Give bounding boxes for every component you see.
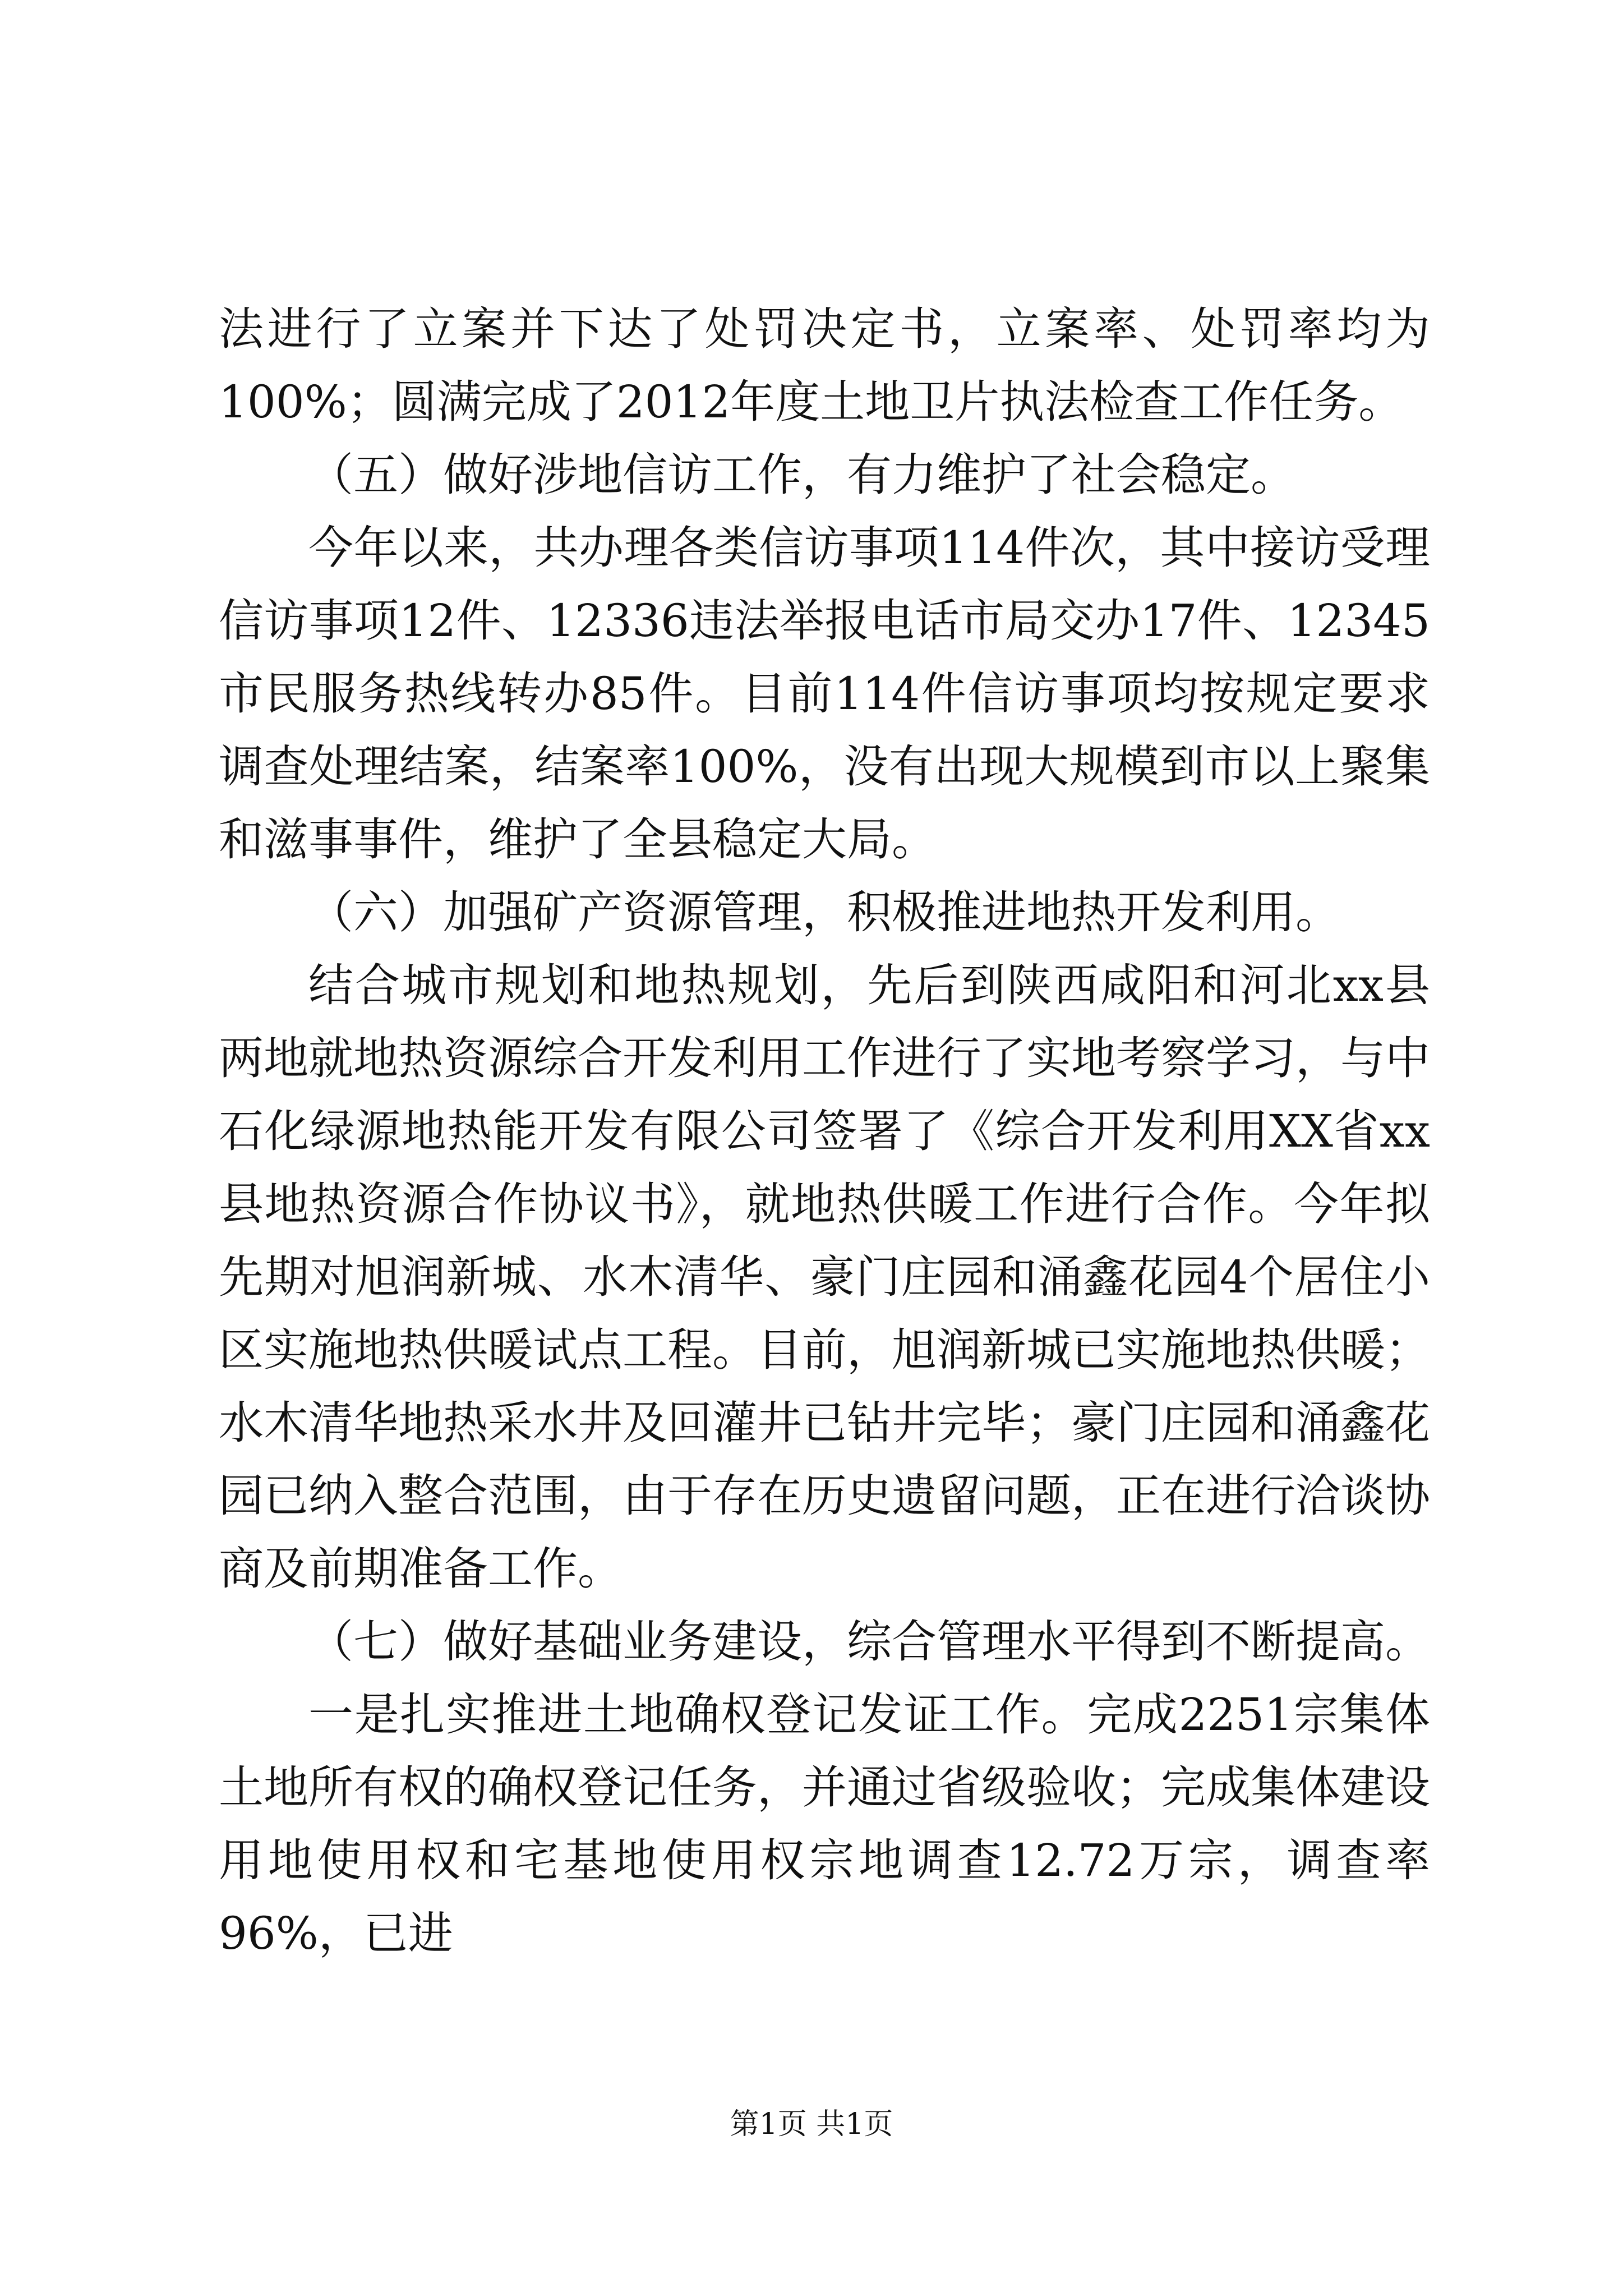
page-footer — [0, 2105, 1623, 2144]
section-heading-6: （六）加强矿产资源管理，积极推进地热开发利用。 — [308, 886, 1340, 938]
paragraph-geothermal: 结合城市规划和地热规划，先后到陕西咸阳和河北xx县两地就地热资源综合开发利用工作进行了实地考察学习，与中石化绿源地热能开发有限公司签署了《综合开发利用XX省xx县地热资源合作协议书》，就地热供暖工作进行合作。今年拟先期对旭润新城、水木清华、豪门庄园和涌鑫花园4个居住小区实施地热供暖试点工程。目前，旭润新城已实施地热供暖；水木清华地热采水井及回灌井已钻井完毕；豪门庄园和涌鑫花园已纳入整合范围，由于存在历史遗留问题，正在进行洽谈协商及前期准备工作。 — [219, 959, 1430, 1595]
section-heading-7: （七）做好基础业务建设，综合管理水平得到不断提高。 — [308, 1616, 1430, 1668]
section-heading-5: （五）做好涉地信访工作，有力维护了社会稳定。 — [308, 449, 1295, 501]
paragraph-continuation: 法进行了立案并下达了处罚决定书，立案率、处罚率均为100%；圆满完成了2012年度土地卫片执法检查工作任务。 — [219, 303, 1430, 428]
paragraph-land-registration: 一是扎实推进土地确权登记发证工作。完成2251宗集体土地所有权的确权登记任务，并通过省级验收；完成集体建设用地使用权和宅基地使用权宗地调查12.72万宗，调查率96%，已进 — [219, 1688, 1430, 1959]
document-body — [219, 293, 1430, 1970]
paragraph-petitions: 今年以来，共办理各类信访事项114件次，其中接访受理信访事项12件、12336违法举报电话市局交办17件、12345市民服务热线转办85件。目前114件信访事项均按规定要求调查处理结案，结案率100%，没有出现大规模到市以上聚集和滋事事件，维护了全县稳定大局。 — [219, 522, 1430, 866]
page-number-label: 第1页 共1页 — [730, 2108, 893, 2141]
